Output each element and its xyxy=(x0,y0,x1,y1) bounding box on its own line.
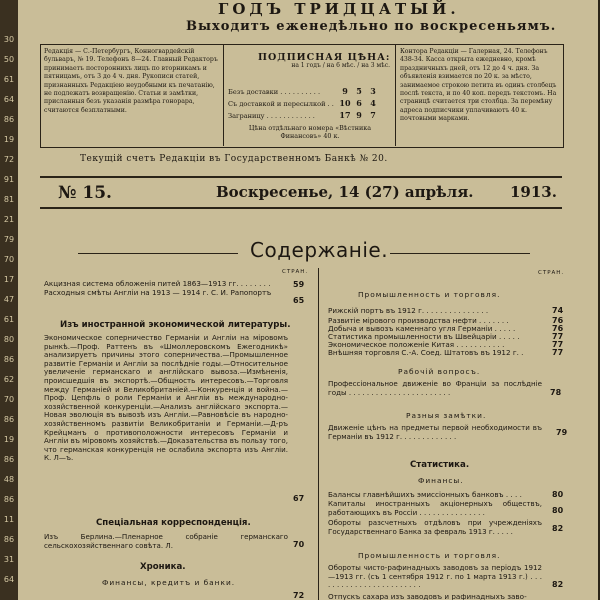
bank-account-line: Текущій счетъ Редакціи въ Государственномъ Банкѣ № 20. xyxy=(80,154,388,164)
ornament-line xyxy=(78,253,238,254)
single-issue-price: Цѣна отдѣльнаго номера «Вѣстника Финансовъ» 40 к. xyxy=(248,124,372,140)
toc-entry: Расходныя смѣты Англіи на 1913 — 1914 г. С. И. Рапопортъ xyxy=(44,288,272,297)
spine-number: 86 xyxy=(3,115,15,124)
spine-number: 11 xyxy=(3,515,15,524)
spine-number: 17 xyxy=(3,275,15,284)
subsection-heading: Промышленность и торговля. xyxy=(358,290,501,299)
subscription-periods: на 1 годъ / на 6 мѣс. / на 3 мѣс. xyxy=(291,62,390,69)
toc-entry: Экономическое положеніе Китая . . . . . . . . . . . xyxy=(328,340,505,349)
divider xyxy=(40,207,562,209)
journal-page xyxy=(18,0,598,600)
spine-number: 21 xyxy=(3,215,15,224)
spine-number: 61 xyxy=(3,75,15,84)
spine-number: 30 xyxy=(3,35,15,44)
page-number: 82 xyxy=(552,580,564,589)
page-number: 82 xyxy=(552,524,564,533)
spine-number: 64 xyxy=(3,95,15,104)
spine-number: 31 xyxy=(3,555,15,564)
subsection-heading: Финансы, кредитъ и банки. xyxy=(102,578,236,587)
price-row: Безъ доставки . . . . . . . . . . 9 5 3 xyxy=(228,86,376,96)
section-heading: Статистика. xyxy=(410,460,470,470)
section-heading: Спеціальная корреспонденція. xyxy=(96,518,251,528)
toc-entry: Внѣшняя торговля С.-А. Соед. Штатовъ въ 1912 г. . xyxy=(328,348,524,357)
subsection-heading: Разныя замѣтки. xyxy=(406,411,487,420)
spine-number: 91 xyxy=(3,175,15,184)
page-number: 65 xyxy=(293,296,305,305)
page-number: 80 xyxy=(552,490,564,499)
toc-entry: Акцизная система обложенія питей 1863—1913 гг. . . . . . . . xyxy=(44,279,271,288)
toc-entry: Добыча и вывозъ каменнаго угля Германіи . . . . . xyxy=(328,324,516,333)
spine-number: 86 xyxy=(3,415,15,424)
section-heading: Хроника. xyxy=(140,562,186,572)
toc-entry: Статистика промышленности въ Швейцаріи . . . . . xyxy=(328,332,520,341)
page-number: 79 xyxy=(556,428,568,437)
subscription-title: ПОДПИСНАЯ ЦѢНА: xyxy=(258,52,391,63)
subsection-heading: Финансы. xyxy=(418,476,464,485)
issue-date: Воскресенье, 14 (27) апрѣля. xyxy=(216,183,474,201)
spine-number: 79 xyxy=(3,235,15,244)
spine-number: 72 xyxy=(3,155,15,164)
page-column-label: СТРАН. xyxy=(282,269,309,275)
page-number: 76 xyxy=(552,324,564,333)
divider xyxy=(40,176,562,178)
page-column-label: СТРАН. xyxy=(538,270,565,276)
spine-number: 61 xyxy=(3,315,15,324)
spine-number: 70 xyxy=(3,395,15,404)
spine-number: 62 xyxy=(3,375,15,384)
spine-number: 86 xyxy=(3,455,15,464)
toc-entry: Развитіе мірового производства нефти . . . . . . . xyxy=(328,316,509,325)
spine-number: 86 xyxy=(3,355,15,364)
page-number: 78 xyxy=(550,388,562,397)
toc-entry: Балансы главнѣйшихъ эмиссіонныхъ банковъ . . . . xyxy=(328,490,522,499)
toc-entry: Профессіональное движеніе во Франціи за послѣдніе годы . . . . . . . . . . . . . . . . . . . . . . . xyxy=(328,379,542,397)
office-info: Контора Редакціи — Галерная, 24. Телефонъ 438-34. Касса открыта ежедневно, кромѣ праздничныхъ дней, отъ 12 до 4 ч. дня. За объявленія взимается по 20 к. за мѣсто, занимаемое строкою петита въ одинъ столбецъ послѣ текста, и по 40 коп. передъ текстомъ. На страницѣ считается три столбца. За перемѣну адреса подписчики уплачиваютъ 40 к. почтовыми марками. xyxy=(400,48,557,123)
binding-spine xyxy=(0,0,18,600)
spine-number: 64 xyxy=(3,575,15,584)
column-divider xyxy=(318,268,319,600)
page-number: 77 xyxy=(552,348,564,357)
section-summary: Изъ Берлина.—Пленарное собраніе германскаго сельскохозяйственнаго совѣта. Л. xyxy=(44,532,288,550)
spine-number: 47 xyxy=(3,295,15,304)
volume-title: ГОДЪ ТРИДЦАТЫЙ. xyxy=(218,0,460,18)
spine-number: 86 xyxy=(3,535,15,544)
spine-number: 80 xyxy=(3,335,15,344)
page-number: 77 xyxy=(552,332,564,341)
section-heading: Изъ иностранной экономической литературы. xyxy=(60,320,291,330)
ornament-line xyxy=(390,253,530,254)
page-number: 72 xyxy=(293,591,305,600)
price-row: Съ доставкой и пересылкой . . 10 6 4 xyxy=(228,98,376,108)
spine-number: 19 xyxy=(3,135,15,144)
page-number: 74 xyxy=(552,306,564,315)
page-number: 80 xyxy=(552,506,564,515)
info-box-divider-right xyxy=(395,44,396,146)
spine-number: 81 xyxy=(3,195,15,204)
page-number: 76 xyxy=(552,316,564,325)
toc-entry: Рижскій портъ въ 1912 г. . . . . . . . . . . . . . . xyxy=(328,306,489,315)
spine-number: 70 xyxy=(3,255,15,264)
subsection-heading: Рабочій вопросъ. xyxy=(398,367,481,376)
spine-number: 48 xyxy=(3,475,15,484)
page-number: 77 xyxy=(552,340,564,349)
spine-number: 86 xyxy=(3,495,15,504)
toc-entry: Обороты чисто-рафинадныхъ заводовъ за періодъ 1912—1913 гг. (съ 1 сентября 1912 г. по 1 марта 1913 г.) . . . . . . . . . . . . . . . . . . . . . . . . xyxy=(328,563,542,590)
price-row: Заграницу . . . . . . . . . . . . 17 9 7 xyxy=(228,110,376,120)
issue-year: 1913. xyxy=(510,183,557,201)
page-number: 70 xyxy=(293,540,305,549)
editorial-info: Редакція — С.-Петербургъ, Конногвардейскій бульваръ, № 19. Телефонъ 8—24. Главный Редакторъ принимаетъ постороннихъ лицъ по вторникамъ и пятницамъ, отъ 3 до 4 ч. дня. Рукописи статей, признанныхъ Редакціею неудобными къ печатанію, не подлежатъ возвращенію. Статьи и замѣтки, присланныя безъ указанія размѣра гонорара, считаются безплатными. xyxy=(44,48,218,114)
publication-schedule: Выходитъ еженедѣльно по воскресеньямъ. xyxy=(186,19,557,34)
toc-entry: Обороты разсчетныхъ отдѣловъ при учрежденіяхъ Государственнаго Банка за февраль 1913 г. . . . . xyxy=(328,518,542,536)
spine-number: 19 xyxy=(3,435,15,444)
issue-number: № 15. xyxy=(58,183,112,203)
toc-entry: Отпускъ сахара изъ заводовъ и рафинадныхъ заво- xyxy=(328,592,527,600)
subsection-heading: Промышленность и торговля. xyxy=(358,551,501,560)
page-number: 59 xyxy=(293,280,305,289)
toc-title: Содержаніе. xyxy=(250,238,389,262)
page-number: 67 xyxy=(293,494,305,503)
section-summary: Экономическое соперничество Германіи и Англіи на міровомъ рынкѣ.—Проф. Раттенъ въ «Шмоллеровскомъ Ежегодникѣ» анализируетъ причины этого соперничества.—Промышленное развитіе Германіи и Англіи за послѣдніе годы.—Относительное увеличеніе германскаго и англійскаго вывоза.—Измѣненія, происшедшія въ экспортѣ.—Общность интересовъ.—Торговля между Германіей и Великобританіей.—Конкуренція и война.—Проф. Цепфль о роли Германіи и Англіи въ международно-хозяйственной конкуренціи.—Анализъ англійскаго экспорта.—Новая эволюція въ вывозѣ изъ Англіи.—Равновѣсіе въ народно-хозяйственномъ развитіи Великобританіи и Германіи.—Д-ръ Крейцманъ о противоположности интересовъ Германіи и Англіи въ міровомъ хозяйствѣ.—Доказательства въ пользу того, что германская конкуренція не ослабила экспорта изъ Англіи. К. Л—ъ. xyxy=(44,334,288,463)
toc-entry: Капиталы иностранныхъ акціонерныхъ обществъ, работающихъ въ Россіи . . . . . . . . . . . . . . . xyxy=(328,499,542,517)
spine-number: 50 xyxy=(3,55,15,64)
toc-entry: Движеніе цѣнъ на предметы первой необходимости въ Германіи въ 1912 г. . . . . . . . . . . . . xyxy=(328,423,542,441)
